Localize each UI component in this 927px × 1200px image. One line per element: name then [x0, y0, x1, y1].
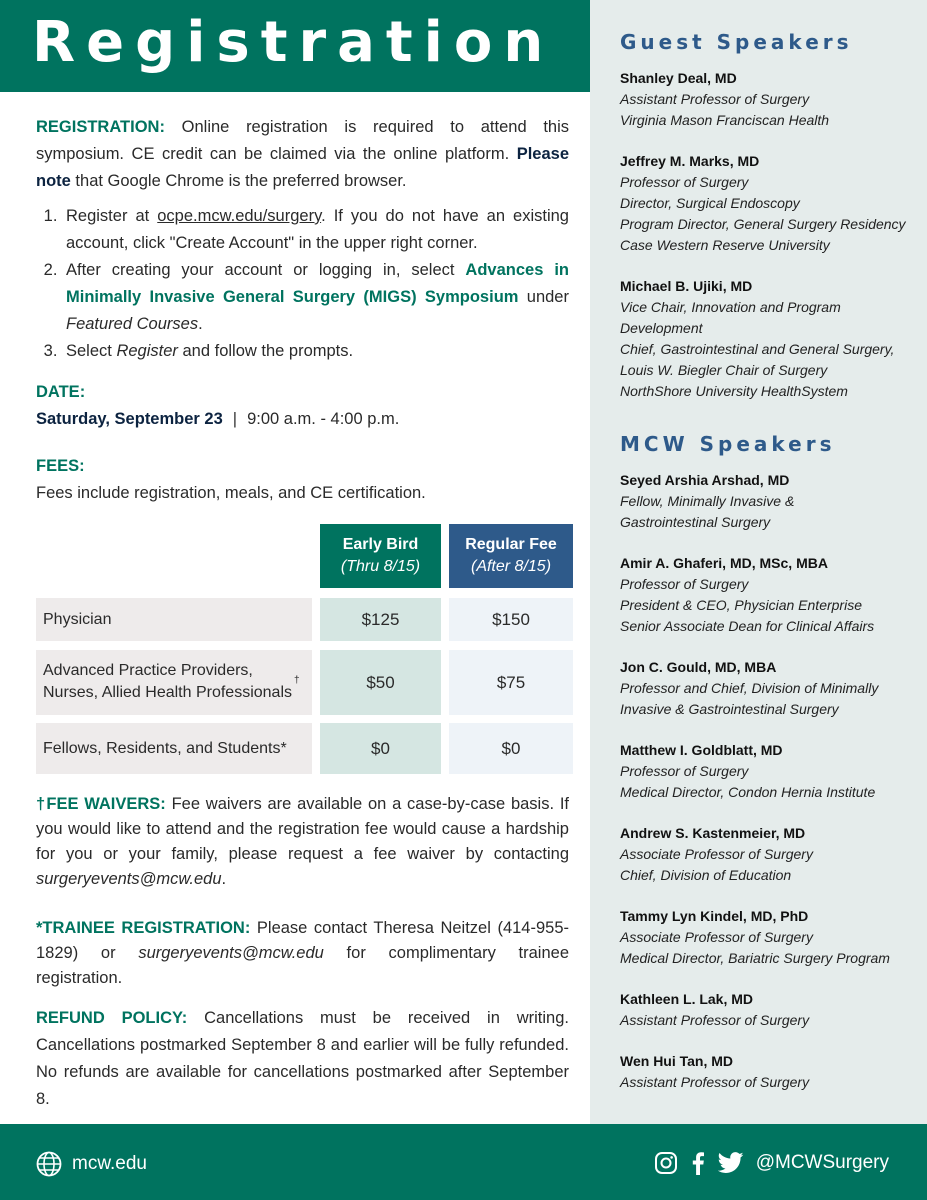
please-note: Please note	[36, 145, 569, 190]
regular-fee-header: Regular Fee (After 8/15)	[449, 524, 573, 588]
speaker-entry: Matthew I. Goldblatt, MD Professor of Surgery Medical Director, Condon Hernia Institute	[620, 742, 876, 800]
fee-cell-regular: $75	[449, 650, 573, 715]
fee-row-label: Fellows, Residents, and Students*	[36, 723, 312, 774]
early-bird-header: Early Bird (Thru 8/15)	[320, 524, 441, 588]
fee-row-label: Advanced Practice Providers, Nurses, Allied Health Professionals †	[36, 650, 312, 715]
fee-row-label: Physician	[36, 598, 312, 641]
fees-label: FEES:	[36, 457, 85, 475]
page-title: Registration	[32, 10, 555, 75]
header-banner	[0, 0, 590, 92]
fee-cell-regular: $0	[449, 723, 573, 774]
guest-speakers-list	[620, 68, 920, 402]
policy-notes	[36, 792, 569, 1113]
trainee-email-link[interactable]: surgeryevents@mcw.edu	[138, 944, 324, 962]
dagger-mark: †	[294, 675, 300, 686]
speaker-entry: Amir A. Ghaferi, MD, MSc, MBA Professor of Surgery President & CEO, Physician Enterprise Senior Associate Dean for Clinical Affairs	[620, 555, 875, 634]
speaker-entry: Shanley Deal, MD Assistant Professor of Surgery Virginia Mason Franciscan Health	[620, 70, 830, 128]
refund-paragraph: REFUND POLICY: Cancellations must be received in writing. Cancellations postmarked September 8 and earlier will be fully refunded. No refunds are available for cancellations postmarked after September 8.	[36, 1009, 569, 1108]
registration-steps	[36, 203, 569, 365]
course-name: Advances in Minimally Invasive General Surgery (MIGS) Symposium	[66, 261, 569, 306]
fee-waivers-paragraph: †FEE WAIVERS: Fee waivers are available on a case-by-case basis. If you would like to attend and the registration fee would cause a hardship for you or your family, please request a fee waiver by contacting surgeryevents@mcw.edu.	[36, 795, 569, 888]
fee-cell-early: $0	[320, 723, 441, 774]
step-2: 2. After creating your account or logging in, select Advances in Minimally Invasive General Surgery (MIGS) Symposium under Featured Courses.	[62, 257, 569, 338]
event-date: Saturday, September 23	[36, 410, 223, 428]
step-1: 1. Register at ocpe.mcw.edu/surgery. If you do not have an existing account, click "Create Account" in the upper right corner.	[62, 203, 569, 257]
fee-cell-early: $50	[320, 650, 441, 715]
speaker-entry: Tammy Lyn Kindel, MD, PhD Associate Professor of Surgery Medical Director, Bariatric Surgery Program	[620, 908, 890, 966]
registration-link[interactable]: ocpe.mcw.edu/surgery	[157, 207, 322, 225]
speaker-entry: Jon C. Gould, MD, MBA Professor and Chief, Division of Minimally Invasive & Gastrointestinal Surgery	[620, 659, 879, 717]
trainee-paragraph: *TRAINEE REGISTRATION: Please contact Theresa Neitzel (414-955-1829) or surgeryevents@mcw.edu for complimentary trainee registration.	[36, 919, 569, 987]
globe-icon	[36, 1151, 62, 1177]
registration-paragraph: REGISTRATION: Online registration is required to attend this symposium. CE credit can be claimed via the online platform. Please note that Google Chrome is the preferred browser.	[36, 118, 569, 190]
fees-table	[36, 524, 576, 776]
mcw-speakers-list	[620, 470, 920, 1093]
mcw-speakers-title: MCW Speakers	[620, 432, 836, 456]
social-handle[interactable]: @MCWSurgery	[755, 1152, 889, 1173]
fees-description: Fees include registration, meals, and CE certification.	[36, 484, 426, 502]
speaker-entry: Andrew S. Kastenmeier, MD Associate Professor of Surgery Chief, Division of Education	[620, 825, 813, 883]
speaker-entry: Wen Hui Tan, MD Assistant Professor of Surgery	[620, 1053, 810, 1090]
speaker-entry: Seyed Arshia Arshad, MD Fellow, Minimally Invasive & Gastrointestinal Surgery	[620, 472, 795, 530]
date-line: Saturday, September 23 | 9:00 a.m. - 4:00 p.m.	[36, 410, 400, 428]
fee-cell-regular: $150	[449, 598, 573, 641]
event-time: 9:00 a.m. - 4:00 p.m.	[247, 410, 400, 428]
speaker-entry: Kathleen L. Lak, MD Assistant Professor of Surgery	[620, 991, 810, 1028]
fee-cell-early: $125	[320, 598, 441, 641]
website-link[interactable]	[36, 1151, 147, 1177]
instagram-icon[interactable]	[654, 1151, 678, 1175]
step-3: 3. Select Register and follow the prompts.	[62, 338, 569, 365]
main-content	[36, 114, 569, 507]
twitter-icon[interactable]	[718, 1152, 744, 1174]
date-label: DATE:	[36, 383, 86, 401]
facebook-icon[interactable]	[690, 1151, 706, 1175]
waiver-email-link[interactable]: surgeryevents@mcw.edu	[36, 870, 222, 888]
speaker-entry: Jeffrey M. Marks, MD Professor of Surgery Director, Surgical Endoscopy Program Director, General Surgery Residency Case Western Reserve University	[620, 153, 906, 253]
website-text: mcw.edu	[72, 1153, 147, 1174]
social-links	[654, 1151, 889, 1175]
speaker-entry: Michael B. Ujiki, MD Vice Chair, Innovation and Program Development Chief, Gastrointestinal and General Surgery, Louis W. Biegler Chair of Surgery NorthShore University HealthSystem	[620, 278, 895, 399]
guest-speakers-title: Guest Speakers	[620, 30, 853, 54]
footer	[0, 1124, 927, 1200]
registration-label: REGISTRATION:	[36, 118, 165, 136]
